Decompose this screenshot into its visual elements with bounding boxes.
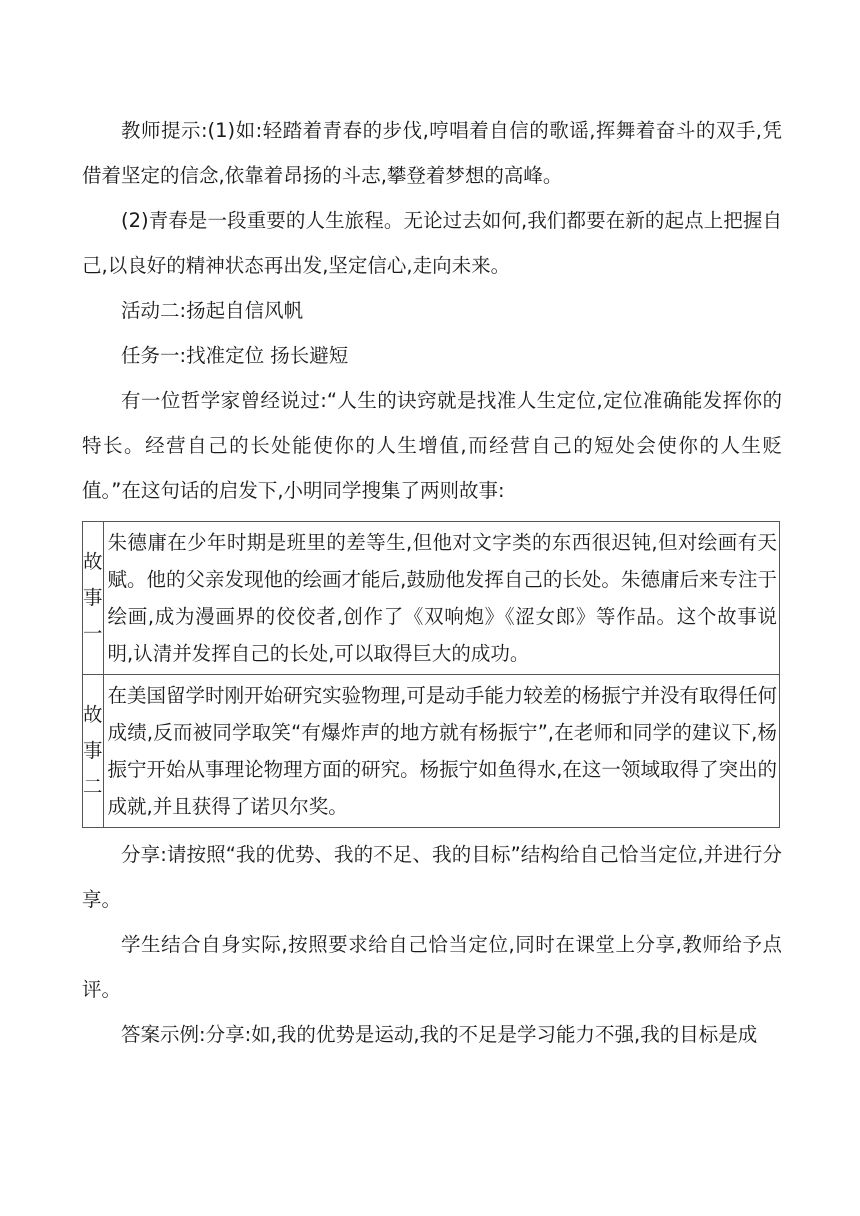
stories-table <box>82 521 780 828</box>
story-row-2 <box>83 675 780 828</box>
philosopher-quote-paragraph: 有一位哲学家曾经说过:“人生的诀窍就是找准人生定位,定位准确能发挥你的特长。经营自己的长处能使你的人生增值,而经营自己的短处会使你的人生贬值。”在这句话的启发下,小明同学搜集了两则故事: <box>82 389 782 502</box>
task-heading: 任务一:找准定位 扬长避短 <box>121 344 349 367</box>
story-label-2 <box>83 675 104 828</box>
student-activity-paragraph: 学生结合自身实际,按照要求给自己恰当定位,同时在课堂上分享,教师给予点评。 <box>82 933 782 1001</box>
story-label-char: 事 <box>83 586 103 609</box>
story-text-1: 朱德庸在少年时期是班里的差等生,但他对文字类的东西很迟钝,但对绘画有天赋。他的父亲发现他的绘画才能后,鼓励他发挥自己的长处。朱德庸后来专注于绘画,成为漫画界的佼佼者,创作了《双响炮》《涩女郎》等作品。这个故事说明,认清并发挥自己的长处,可以取得巨大的成功。 <box>103 522 779 675</box>
story-label-char: 一 <box>83 622 103 645</box>
story-label-char: 故 <box>83 550 103 573</box>
story-text-2: 在美国留学时刚开始研究实验物理,可是动手能力较差的杨振宁并没有取得任何成绩,反而被同学取笑“有爆炸声的地方就有杨振宁”,在老师和同学的建议下,杨振宁开始从事理论物理方面的研究。杨振宁如鱼得水,在这一领域取得了突出的成就,并且获得了诺贝尔奖。 <box>103 675 779 828</box>
story-label-1 <box>83 522 104 675</box>
hint-part-2-paragraph: (2)青春是一段重要的人生旅程。无论过去如何,我们都要在新的起点上把握自己,以良好的精神状态再出发,坚定信心,走向未来。 <box>82 209 782 277</box>
answer-example-paragraph: 答案示例:分享:如,我的优势是运动,我的不足是学习能力不强,我的目标是成 <box>121 1023 758 1046</box>
document-body <box>82 108 782 1057</box>
activity-heading: 活动二:扬起自信风帆 <box>121 299 304 322</box>
teacher-hint-paragraph: 教师提示:(1)如:轻踏着青春的步伐,哼唱着自信的歌谣,挥舞着奋斗的双手,凭借着坚定的信念,依靠着昂扬的斗志,攀登着梦想的高峰。 <box>82 119 782 187</box>
story-row-1 <box>83 522 780 675</box>
story-label-char: 故 <box>83 703 103 726</box>
story-label-char: 事 <box>83 739 103 762</box>
share-instruction-paragraph: 分享:请按照“我的优势、我的不足、我的目标”结构给自己恰当定位,并进行分享。 <box>82 843 782 911</box>
story-label-char: 二 <box>83 775 103 798</box>
